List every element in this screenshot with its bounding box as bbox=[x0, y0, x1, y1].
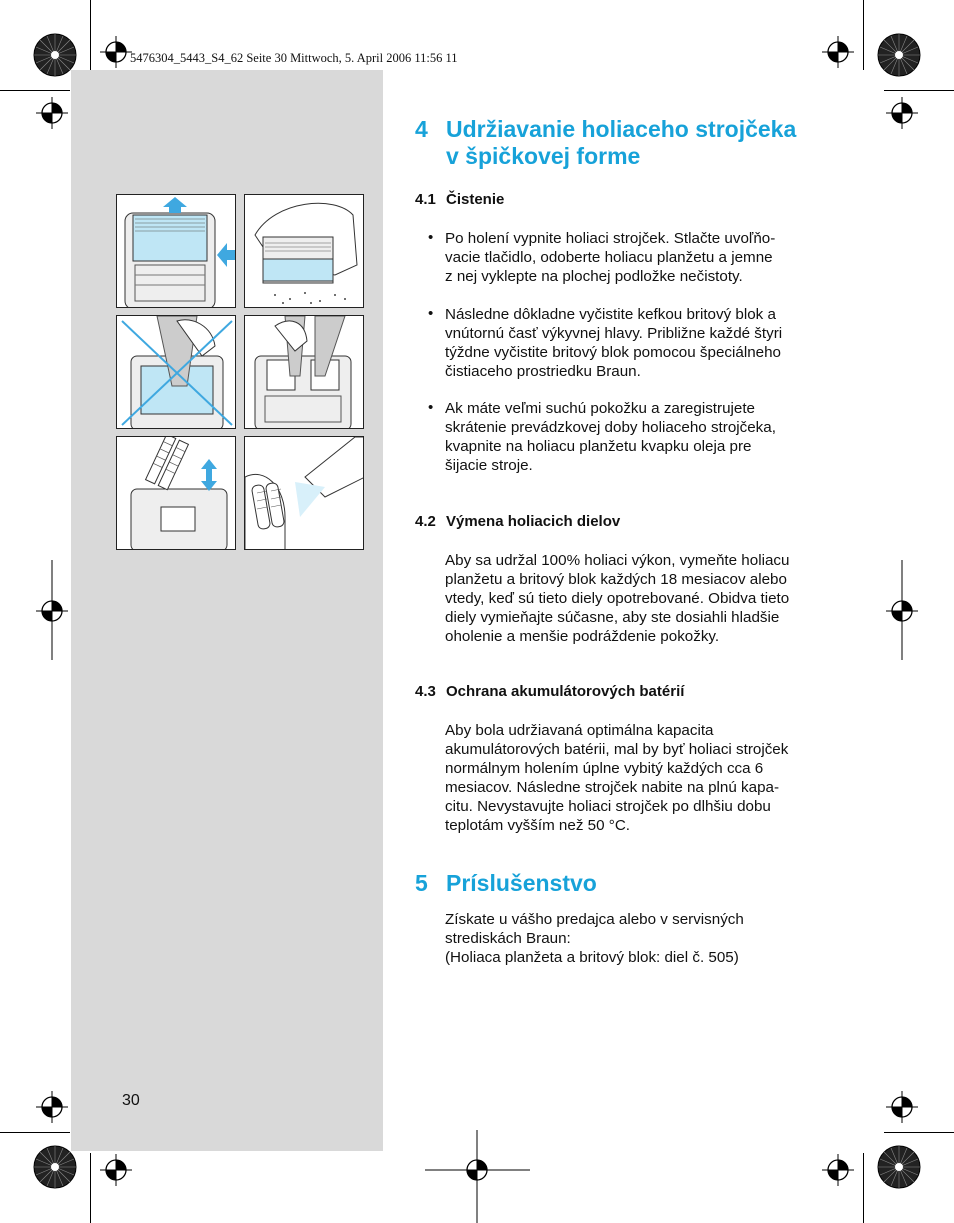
subsection-number: 4.2 bbox=[415, 513, 436, 530]
foil-removal-icon bbox=[117, 195, 236, 308]
print-header: 5476304_5443_S4_62 Seite 30 Mittwoch, 5. April 2006 11:56 11 bbox=[130, 51, 458, 65]
bullet-marker: • bbox=[428, 305, 434, 322]
section-4-number: 4 bbox=[415, 116, 428, 142]
section-4-heading bbox=[415, 116, 865, 172]
tapping-foil-icon bbox=[245, 195, 364, 308]
bullet-marker: • bbox=[428, 399, 434, 416]
subsection-number: 4.1 bbox=[415, 191, 436, 208]
section-4-title-line: v špičkovej forme bbox=[446, 143, 641, 169]
tapping-foil-illustration bbox=[244, 194, 364, 308]
subsection-title: Čistenie bbox=[446, 191, 505, 208]
bullet-paragraph-1: Po holení vypnite holiaci strojček. Stlačte uvoľňo- vacie tlačidlo, odoberte holiacu planžetu a jemne z nej vyklepte na plochej podložke nečistoty. bbox=[445, 230, 776, 285]
section-5-paragraph: Získate u vášho predajca alebo v servisných strediskách Braun: (Holiaca planžeta a britový blok: diel č. 505) bbox=[445, 911, 744, 966]
subsection-4-3-paragraph: Aby bola udržiavaná optimálna kapacita akumulátorových batérii, mal by byť holiaci strojček normálnym holením úplne vybitý každých cca 6 mesiacov. Následne strojček nabite na plnú kapa- citu. Nevystavujte holiaci strojček po dlhšiu dobu teplotám vyšším než 50 °C. bbox=[445, 722, 789, 834]
section-5-heading bbox=[415, 870, 865, 900]
subsection-4-1-heading bbox=[415, 191, 504, 209]
bullet-paragraph-3: Ak máte veľmi suchú pokožku a zaregistrujete skrátenie prevádzkovej doby holiaceho strojčeka, kvapnite na holiacu planžetu kvapku oleja pre šijacie stroje. bbox=[445, 400, 776, 474]
replace-parts-icon bbox=[117, 437, 236, 550]
brush-cutter-illustration bbox=[244, 315, 364, 429]
section-5-title: Príslušenstvo bbox=[446, 870, 597, 896]
subsection-title: Výmena holiacich dielov bbox=[446, 513, 621, 530]
bullet-paragraph-2: Následne dôkladne vyčistite kefkou britový blok a vnútornú časť výkyvnej hlavy. Približne každé štyri týždne vyčistite britový blok pomocou špeciálneho čistiaceho prostriedku Braun. bbox=[445, 306, 783, 380]
oil-drop-illustration bbox=[244, 436, 364, 550]
replace-parts-illustration bbox=[116, 436, 236, 550]
foil-removal-illustration bbox=[116, 194, 236, 308]
no-brush-foil-icon bbox=[117, 316, 236, 429]
subsection-number: 4.3 bbox=[415, 683, 436, 700]
no-brush-foil-illustration bbox=[116, 315, 236, 429]
oil-drop-icon bbox=[245, 437, 364, 550]
section-5-number: 5 bbox=[415, 870, 428, 896]
brush-cutter-icon bbox=[245, 316, 364, 429]
subsection-4-2-heading bbox=[415, 513, 620, 531]
bullet-marker: • bbox=[428, 229, 434, 246]
section-4-title-line: Udržiavanie holiaceho strojčeka bbox=[446, 116, 797, 142]
page-number: 30 bbox=[122, 1092, 140, 1109]
section-4-title bbox=[446, 116, 866, 170]
subsection-4-2-paragraph: Aby sa udržal 100% holiaci výkon, vymeňte holiacu planžetu a britový blok každých 18 mesiacov alebo vtedy, keď sú tieto diely opotrebované. Obidva tieto diely vymieňajte súčasne, aby ste dosiahli hladšie oholenie a menšie podráždenie pokožky. bbox=[445, 552, 790, 645]
subsection-4-3-heading bbox=[415, 683, 684, 701]
subsection-title: Ochrana akumulátorových batérií bbox=[446, 683, 685, 700]
